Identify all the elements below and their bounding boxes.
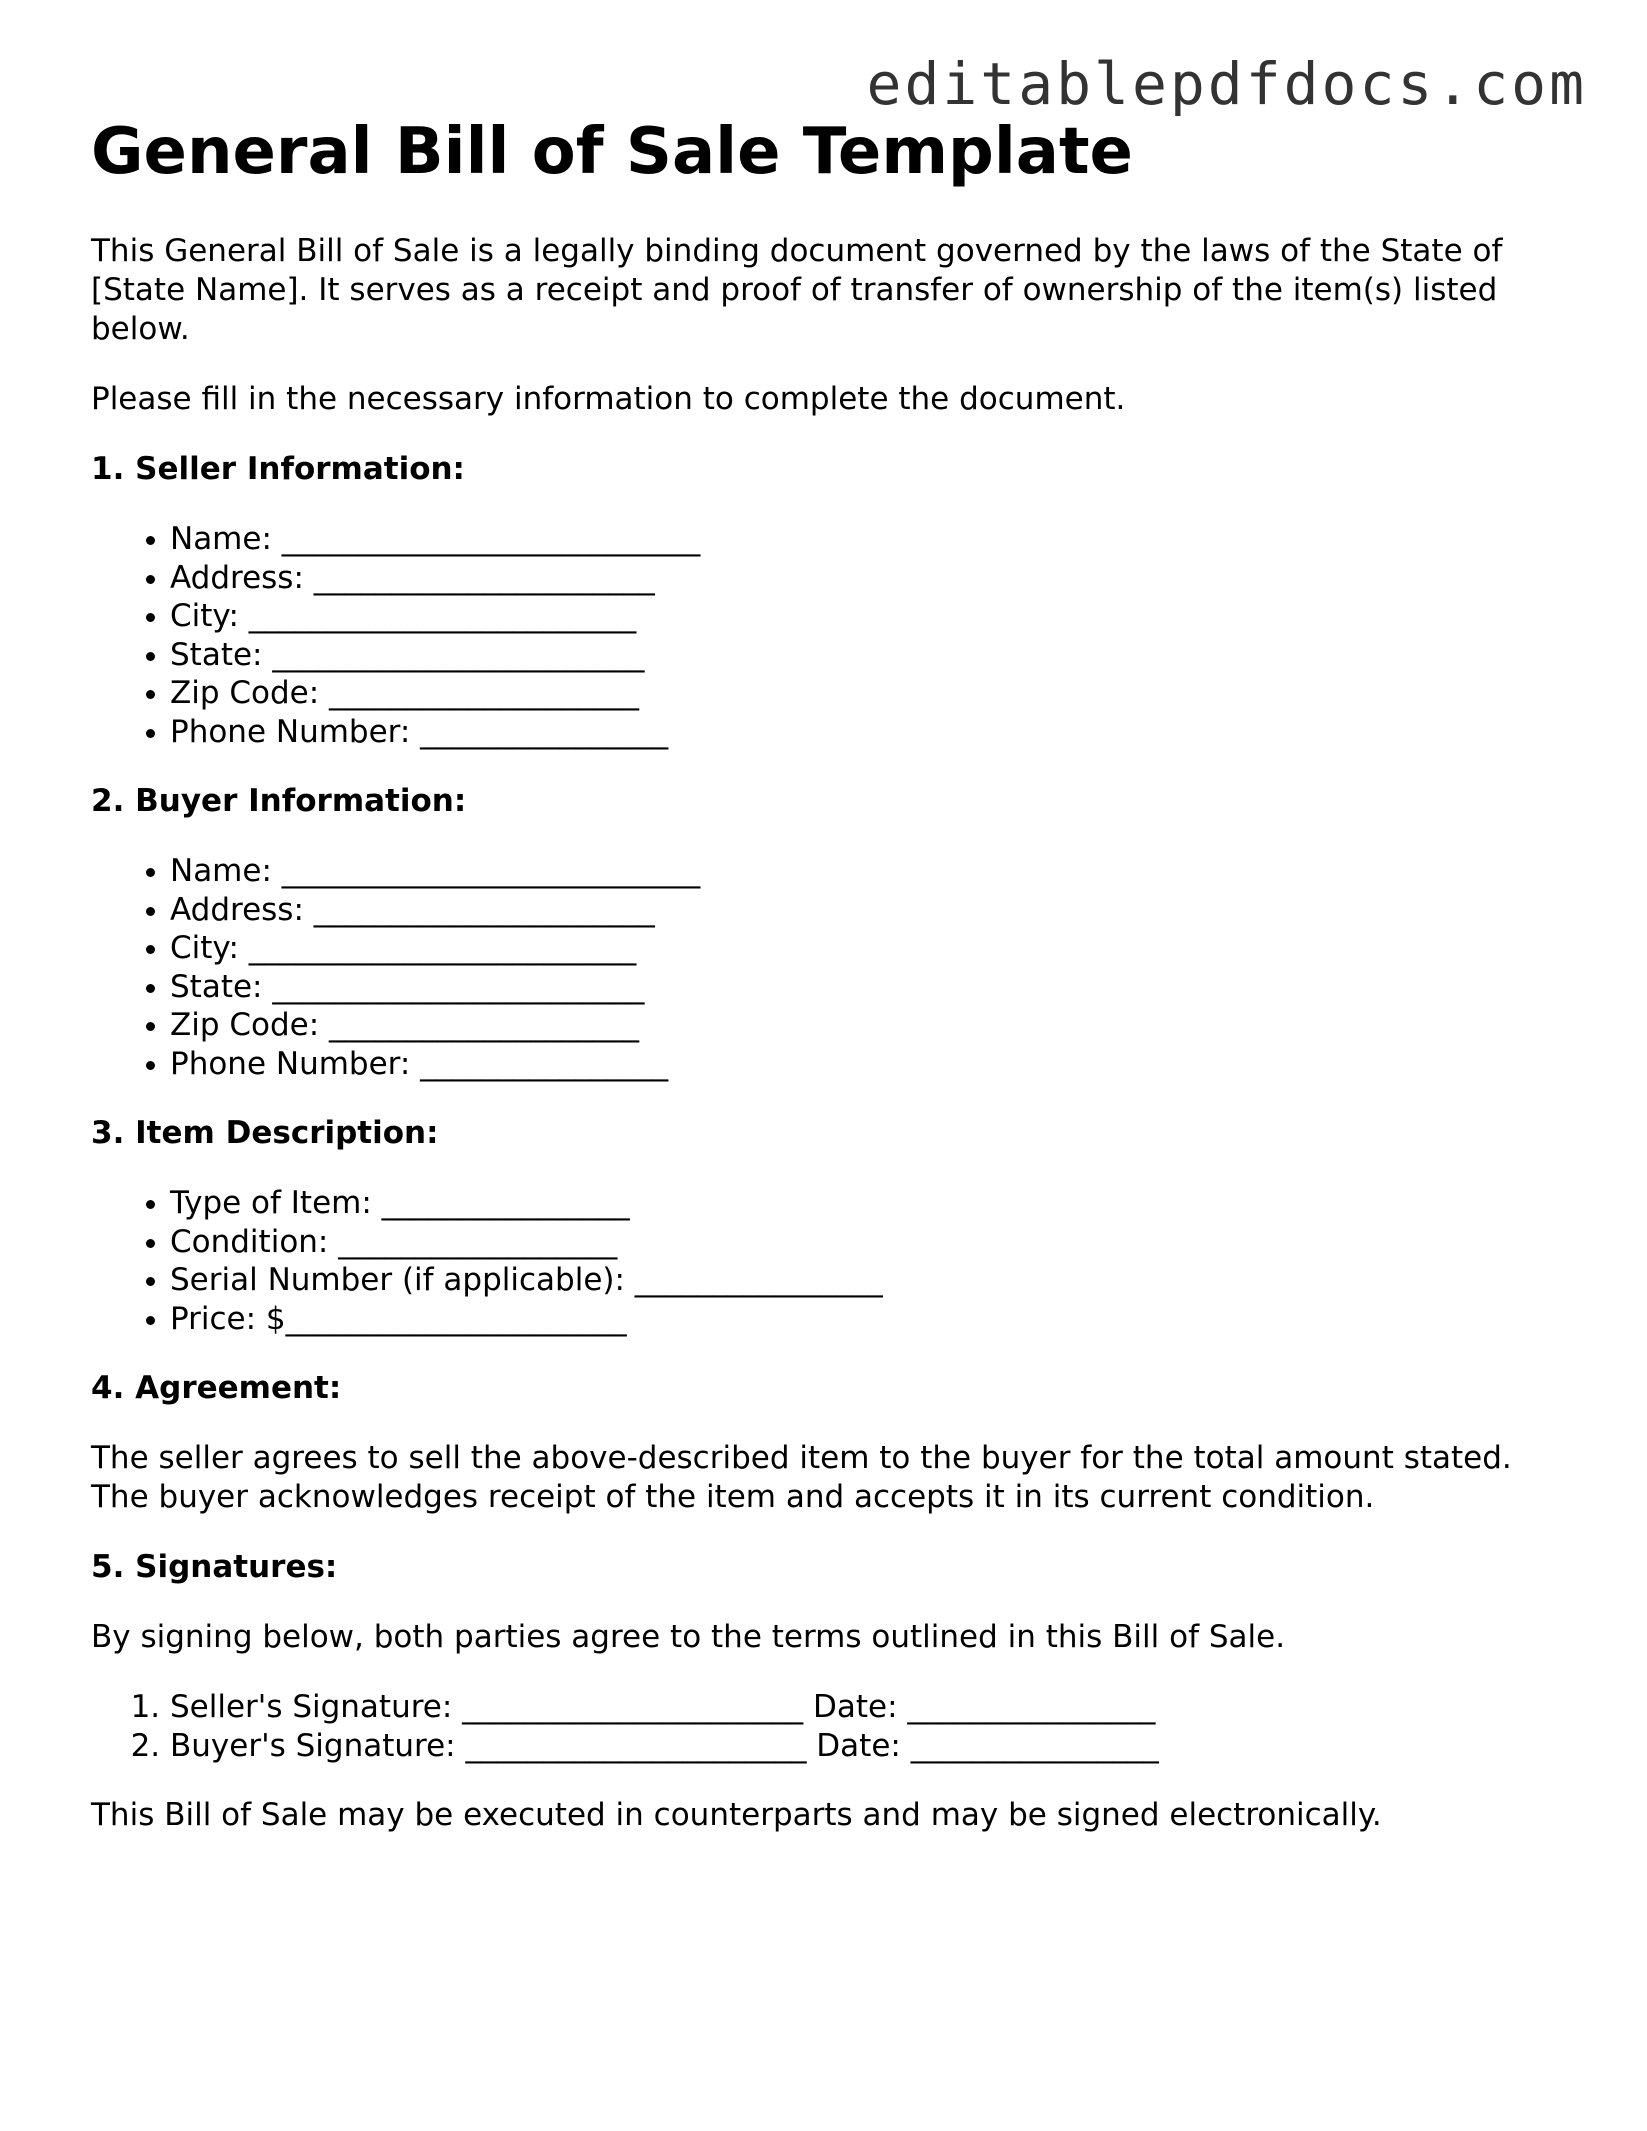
page-title: General Bill of Sale Template xyxy=(91,115,1133,189)
item-condition-field[interactable]: • Condition: __________________ xyxy=(170,1223,1571,1262)
buyer-state-field[interactable]: • State: ________________________ xyxy=(170,968,1571,1007)
buyer-city-field[interactable]: • City: _________________________ xyxy=(170,929,1571,968)
item-type-field[interactable]: • Type of Item: ________________ xyxy=(170,1184,1571,1223)
agreement-paragraph: The seller agrees to sell the above-described item to the buyer for the total amount stated. The buyer acknowledges receipt of the item and accepts it in its current condition. xyxy=(91,1440,1512,1515)
buyer-signature-line[interactable]: 2. Buyer's Signature: ______________________ Date: ________________ xyxy=(170,1727,1571,1766)
item-serial-field[interactable]: • Serial Number (if applicable): ________________ xyxy=(170,1261,1571,1300)
item-section-heading: 3. Item Description: xyxy=(91,1115,439,1151)
seller-name-field[interactable]: • Name: ___________________________ xyxy=(170,520,1571,559)
item-price-field[interactable]: • Price: $______________________ xyxy=(170,1300,1571,1339)
signatures-paragraph: By signing below, both parties agree to the terms outlined in this Bill of Sale. xyxy=(91,1619,1286,1655)
buyer-phone-field[interactable]: • Phone Number: ________________ xyxy=(170,1045,1571,1084)
agreement-section-heading: 4. Agreement: xyxy=(91,1370,342,1406)
buyer-zip-field[interactable]: • Zip Code: ____________________ xyxy=(170,1006,1571,1045)
buyer-address-field[interactable]: • Address: ______________________ xyxy=(170,891,1571,930)
buyer-name-field[interactable]: • Name: ___________________________ xyxy=(170,852,1571,891)
buyer-section-heading: 2. Buyer Information: xyxy=(91,783,467,819)
seller-zip-field[interactable]: • Zip Code: ____________________ xyxy=(170,674,1571,713)
seller-section-heading: 1. Seller Information: xyxy=(91,451,465,487)
closing-paragraph: This Bill of Sale may be executed in counterparts and may be signed electronically. xyxy=(91,1797,1382,1833)
item-field-list xyxy=(91,1184,1571,1338)
intro-paragraph: This General Bill of Sale is a legally binding document governed by the laws of the State of [State Name]. It serves as a receipt and proof of transfer of ownership of the item(s) listed below. xyxy=(91,233,1503,347)
signature-list xyxy=(91,1688,1571,1765)
document-body xyxy=(91,112,1571,1835)
instruction-paragraph: Please fill in the necessary information to complete the document. xyxy=(91,381,1126,417)
seller-state-field[interactable]: • State: ________________________ xyxy=(170,636,1571,675)
seller-address-field[interactable]: • Address: ______________________ xyxy=(170,559,1571,598)
seller-signature-line[interactable]: 1. Seller's Signature: ______________________ Date: ________________ xyxy=(170,1688,1571,1727)
signatures-section-heading: 5. Signatures: xyxy=(91,1549,338,1585)
seller-phone-field[interactable]: • Phone Number: ________________ xyxy=(170,713,1571,752)
seller-field-list xyxy=(91,520,1571,751)
watermark-text: editablepdfdocs.com xyxy=(866,50,1587,118)
seller-city-field[interactable]: • City: _________________________ xyxy=(170,597,1571,636)
buyer-field-list xyxy=(91,852,1571,1083)
